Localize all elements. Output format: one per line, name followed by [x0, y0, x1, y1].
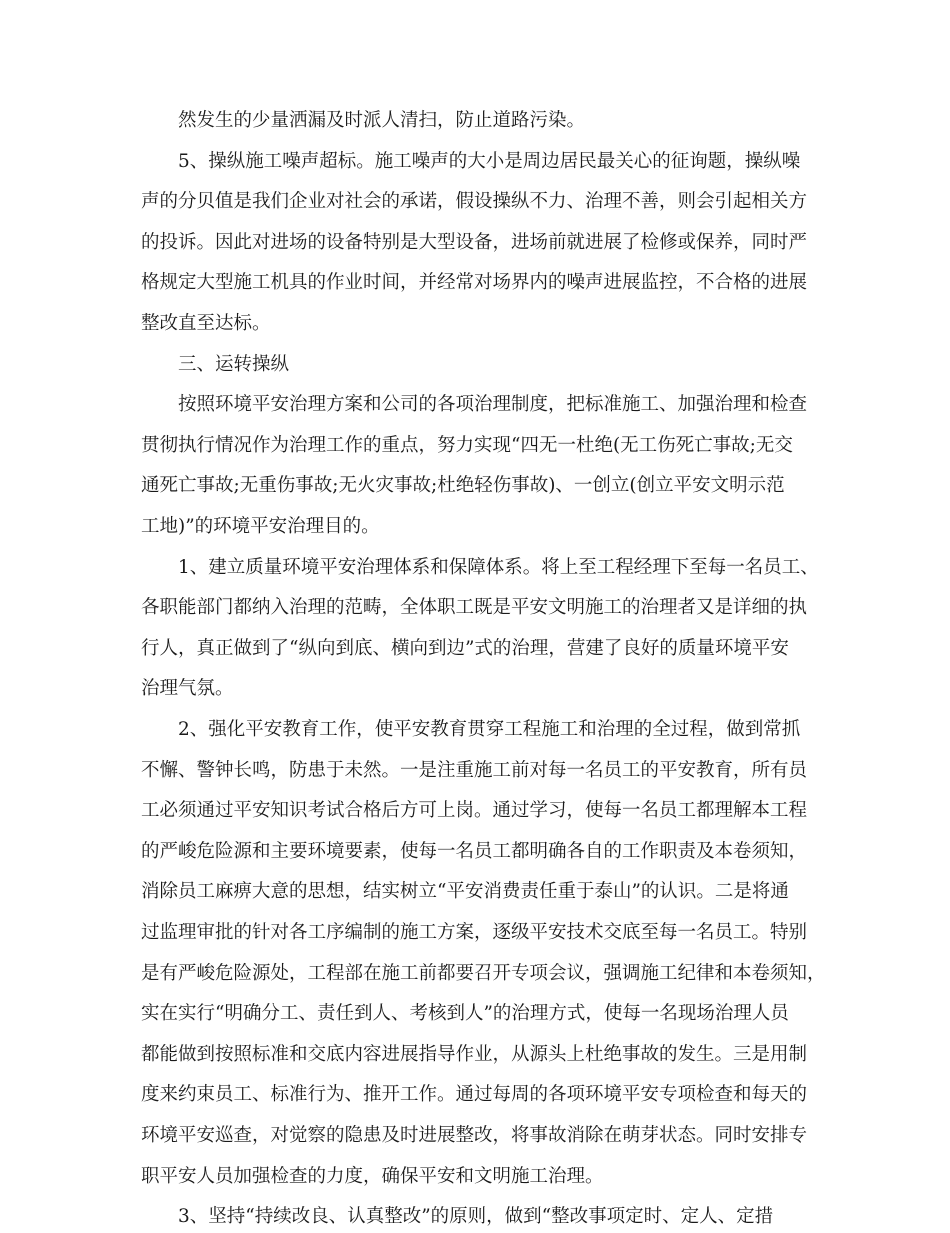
text-line: 然发生的少量洒漏及时派人清扫，防止道路污染。: [178, 110, 586, 131]
text-line: 实在实行“明确分工、责任到人、考核到人”的治理方式，使每一名现场治理人员: [141, 1003, 789, 1024]
text-line: 各职能部门都纳入治理的范畴，全体职工既是平安文明施工的治理者又是详细的执: [141, 597, 808, 618]
text-line: 3、坚持“持续改良、认真整改”的原则，做到“整改事项定时、定人、定措: [178, 1206, 774, 1227]
text-line: 格规定大型施工机具的作业时间，并经常对场界内的噪声进展监控，不合格的进展: [141, 272, 808, 293]
text-line: 2、强化平安教育工作，使平安教育贯穿工程施工和治理的全过程，做到常抓: [178, 719, 801, 740]
text-line: 消除员工麻痹大意的思想，结实树立“平安消费责任重于泰山”的认识。二是将通: [141, 881, 789, 902]
text-line: 不懈、警钟长鸣，防患于未然。一是注重施工前对每一名员工的平安教育，所有员: [141, 760, 808, 781]
text-line: 通死亡事故;无重伤事故;无火灾事故;杜绝轻伤事故)、一创立(创立平安文明示范: [141, 475, 785, 496]
text-line: 过监理审批的针对各工序编制的施工方案，逐级平安技术交底至每一名员工。特别: [141, 922, 808, 943]
section-heading: 三、运转操纵: [178, 354, 290, 375]
text-line: 职平安人员加强检查的力度，确保平安和文明施工治理。: [141, 1166, 604, 1187]
text-line: 工必须通过平安知识考试合格后方可上岗。通过学习，使每一名员工都理解本工程: [141, 800, 808, 821]
text-line: 是有严峻危险源处，工程部在施工前都要召开专项会议，强调施工纪律和本卷须知，: [141, 963, 826, 984]
text-line: 声的分贝值是我们企业对社会的承诺，假设操纵不力、治理不善，则会引起相关方: [141, 191, 808, 212]
text-line: 的严峻危险源和主要环境要素，使每一名员工都明确各自的工作职责及本卷须知，: [141, 841, 808, 862]
text-line: 度来约束员工、标准行为、推开工作。通过每周的各项环境平安专项检查和每天的: [141, 1084, 808, 1105]
text-line: 整改直至达标。: [141, 313, 271, 334]
text-line: 工地)”的环境平安治理目的。: [141, 516, 380, 537]
text-line: 治理气氛。: [141, 678, 234, 699]
text-line: 1、建立质量环境平安治理体系和保障体系。将上至工程经理下至每一名员工、: [178, 557, 819, 578]
text-line: 环境平安巡查，对觉察的隐患及时进展整改，将事故消除在萌芽状态。同时安排专: [141, 1125, 808, 1146]
text-line: 贯彻执行情况作为治理工作的重点，努力实现“四无一杜绝(无工伤死亡事故;无交: [141, 435, 793, 456]
text-line: 都能做到按照标准和交底内容进展指导作业，从源头上杜绝事故的发生。三是用制: [141, 1044, 808, 1065]
text-line: 按照环境平安治理方案和公司的各项治理制度，把标准施工、加强治理和检查: [178, 394, 808, 415]
text-line: 5、操纵施工噪声超标。施工噪声的大小是周边居民最关心的征询题，操纵噪: [178, 151, 801, 172]
text-line: 行人，真正做到了“纵向到底、横向到边”式的治理，营建了良好的质量环境平安: [141, 638, 789, 659]
text-line: 的投诉。因此对进场的设备特别是大型设备，进场前就进展了检修或保养，同时严: [141, 232, 808, 253]
